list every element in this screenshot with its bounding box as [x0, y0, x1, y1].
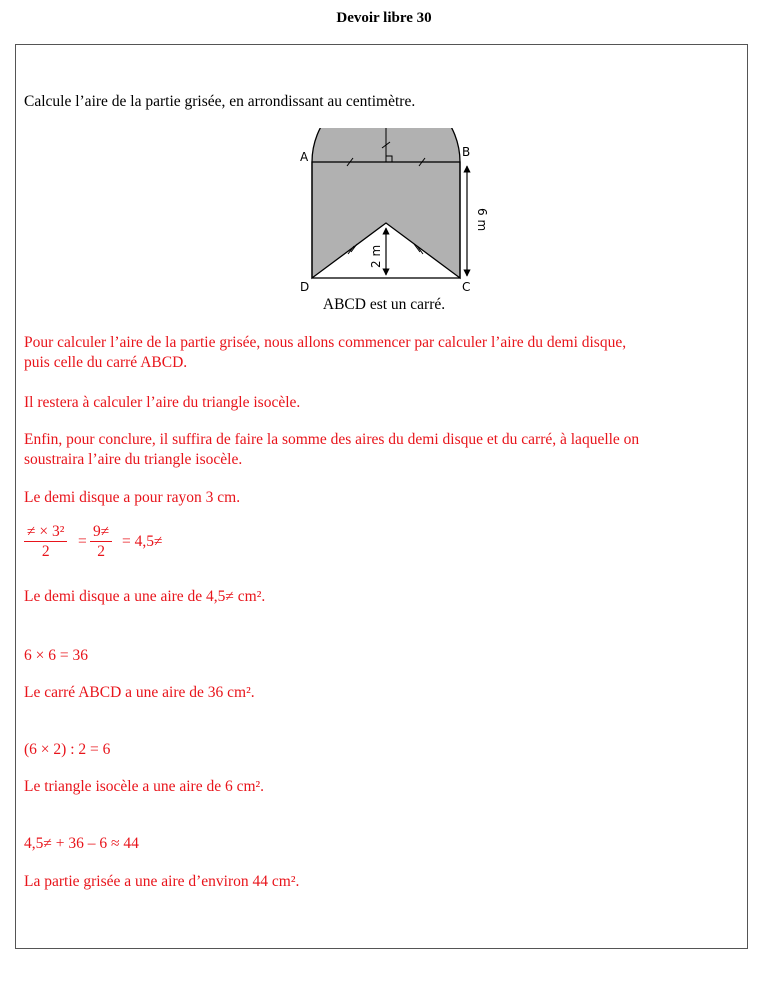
conclusion-statement: La partie grisée a une aire d’environ 44 cm². [24, 873, 300, 890]
solution-paragraph-3b: soustraira l’aire du triangle isocèle. [24, 451, 243, 468]
fraction-2-numerator: 9≠ [90, 523, 112, 542]
solution-paragraph-2: Il restera à calculer l’aire du triangle isocèle. [24, 394, 301, 411]
fraction-1-denominator: 2 [41, 543, 50, 560]
height-measure-label: 2 m [369, 244, 383, 268]
equals-result: = 4,5≠ [122, 533, 163, 550]
figure-caption: ABCD est un carré. [322, 296, 446, 313]
fraction-1 [24, 523, 67, 562]
fraction-1-numerator: ≠ × 3² [24, 523, 67, 542]
equals-sign-1: = [78, 533, 87, 550]
square-area-statement: Le carré ABCD a une aire de 36 cm². [24, 684, 255, 701]
triangle-area-statement: Le triangle isocèle a une aire de 6 cm². [24, 778, 265, 795]
area-formula [24, 523, 174, 567]
triangle-calculation: (6 × 2) : 2 = 6 [24, 741, 111, 758]
question-text: Calcule l’aire de la partie grisée, en arrondissant au centimètre. [24, 93, 416, 110]
square-calculation: 6 × 6 = 36 [24, 647, 88, 664]
radius-statement: Le demi disque a pour rayon 3 cm. [24, 489, 241, 506]
label-a: A [300, 150, 309, 164]
label-b: B [462, 145, 471, 159]
half-disc-area-statement: Le demi disque a une aire de 4,5≠ cm². [24, 588, 266, 605]
solution-paragraph-3: Enfin, pour conclure, il suffira de faire la somme des aires du demi disque et du carré, à laquelle on [24, 431, 640, 448]
label-d: D [300, 280, 310, 294]
label-c: C [462, 280, 471, 294]
total-calculation: 4,5≠ + 36 – 6 ≈ 44 [24, 835, 139, 852]
solution-paragraph-1b: puis celle du carré ABCD. [24, 354, 188, 371]
geometry-figure [300, 128, 500, 296]
side-measure-label: 6 m [475, 208, 489, 232]
solution-paragraph-1: Pour calculer l’aire de la partie grisée, nous allons commencer par calculer l’aire du demi disque, [24, 334, 627, 351]
fraction-2-denominator: 2 [97, 543, 105, 560]
page-title: Devoir libre 30 [336, 10, 432, 26]
fraction-2 [90, 523, 112, 562]
